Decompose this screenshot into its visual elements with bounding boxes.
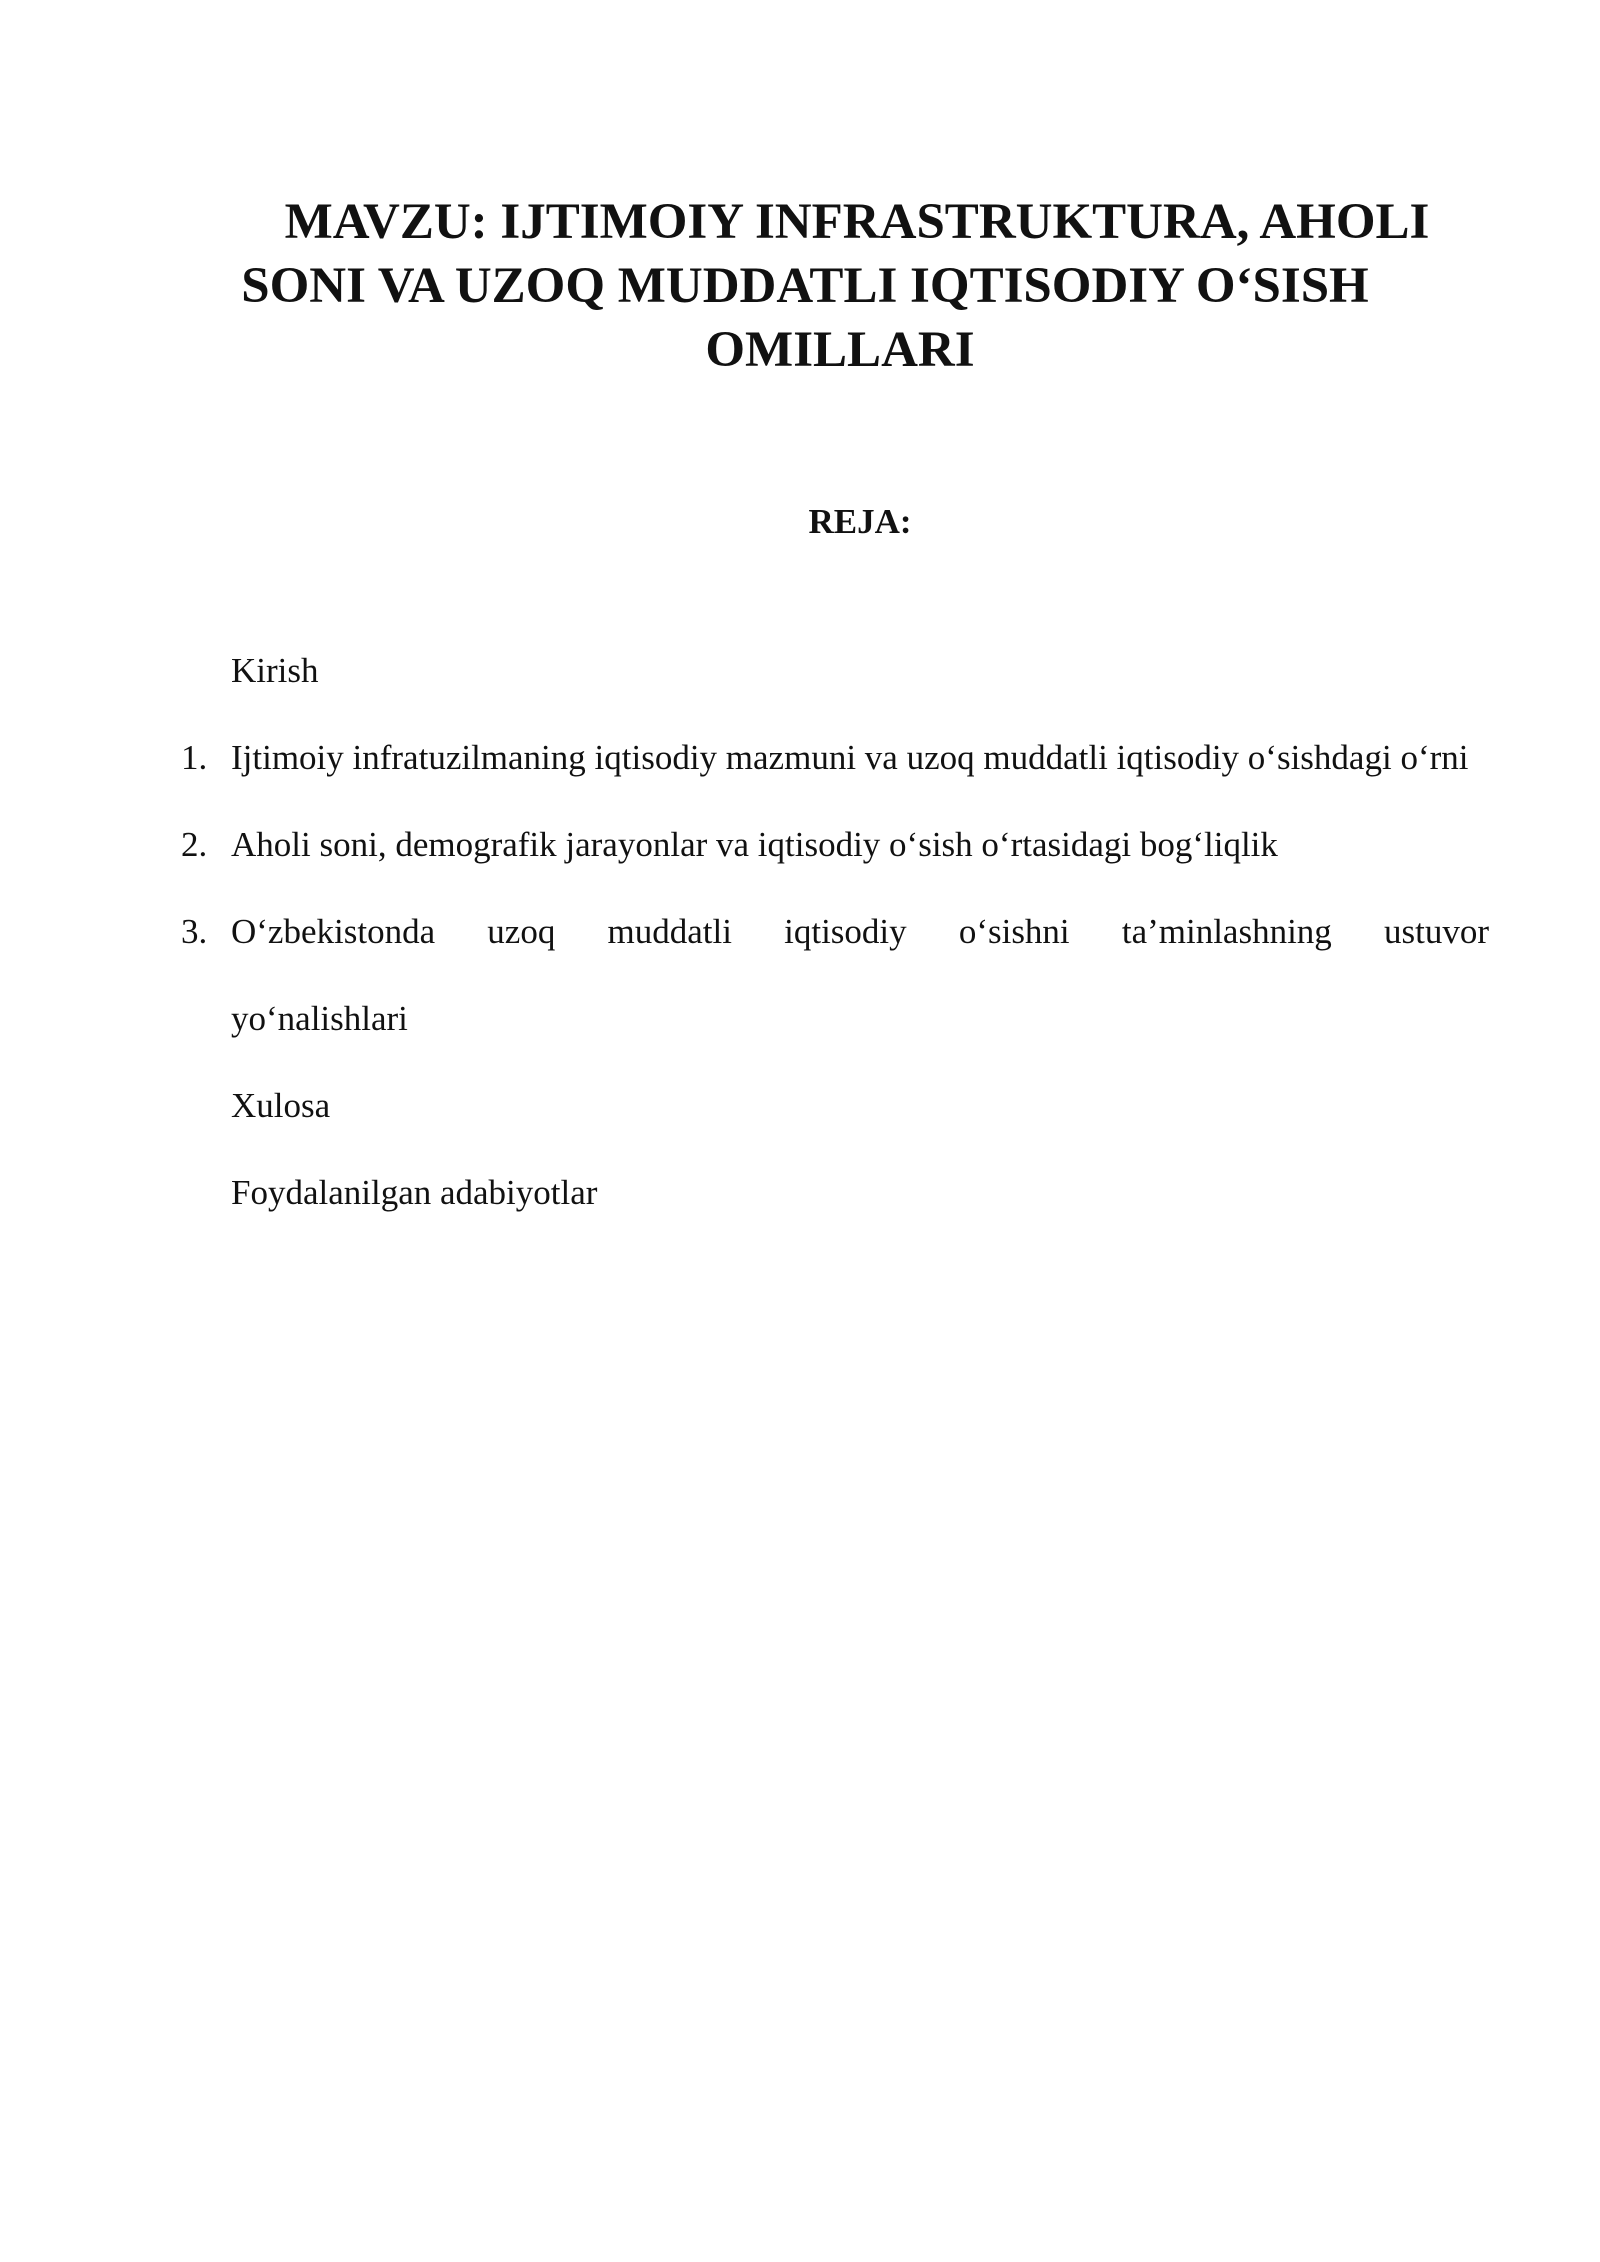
document-title <box>200 190 1480 382</box>
title-line-2: SONI VA UZOQ MUDDATLI IQTISODIY O‘SISH <box>241 258 1369 314</box>
plan-references <box>181 1149 1489 1236</box>
plan-list <box>181 627 1489 1236</box>
plan-item-1-number: 1. <box>181 738 208 777</box>
plan-item-3-text <box>231 888 1489 1062</box>
title-line-3: OMILLARI <box>705 322 975 378</box>
plan-item-1 <box>181 714 1489 801</box>
title-line-1: MAVZU: IJTIMOIY INFRASTRUKTURA, AHOLI <box>284 194 1430 250</box>
plan-conclusion-text: Xulosa <box>231 1086 331 1125</box>
plan-item-3-text-line-2: yo‘nalishlari <box>231 999 408 1038</box>
plan-heading: REJA: <box>808 502 912 541</box>
plan-item-3-text-line-1: O‘zbekistonda uzoq muddatli iqtisodiy o‘sishni ta’minlashning ustuvor <box>231 912 1489 951</box>
plan-item-3 <box>181 888 1489 1062</box>
plan-item-2-number: 2. <box>181 825 208 864</box>
plan-conclusion <box>181 1062 1489 1149</box>
plan-item-2-text: Aholi soni, demografik jarayonlar va iqtisodiy o‘sish o‘rtasidagi bog‘liqlik <box>231 825 1278 864</box>
plan-item-2 <box>181 801 1489 888</box>
plan-item-3-number: 3. <box>181 912 208 951</box>
plan-intro-text: Kirish <box>231 651 319 690</box>
plan-item-1-text: Ijtimoiy infratuzilmaning iqtisodiy mazmuni va uzoq muddatli iqtisodiy o‘sishdagi o‘rni <box>231 738 1469 777</box>
plan-intro <box>181 627 1489 714</box>
plan-references-text: Foydalanilgan adabiyotlar <box>231 1173 598 1212</box>
